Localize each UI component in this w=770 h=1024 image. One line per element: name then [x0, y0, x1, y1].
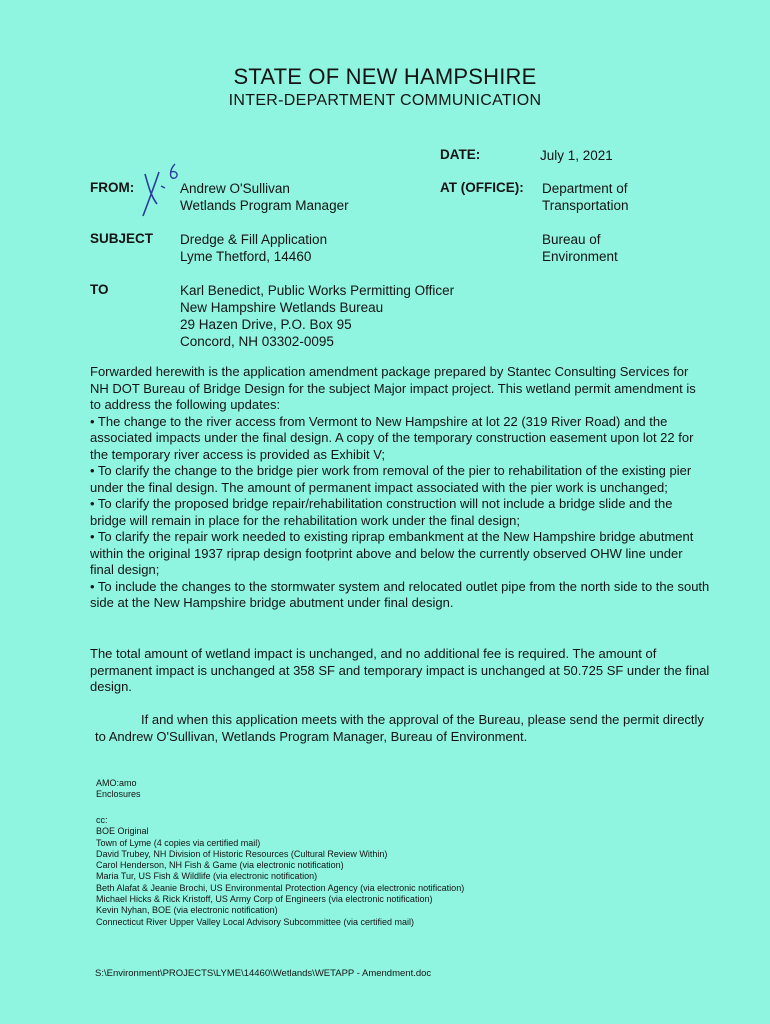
office-line: Department of: [542, 181, 628, 196]
initials-block: [96, 778, 141, 801]
cc-item: Town of Lyme (4 copies via certified mail): [96, 837, 261, 848]
cc-item: Beth Alafat & Jeanie Brochi, US Environmental Protection Agency (via electronic notification): [96, 882, 465, 893]
subject-label: SUBJECT: [90, 231, 154, 246]
office-line: Bureau of: [542, 232, 601, 247]
from-label: FROM:: [90, 180, 135, 195]
subject-block: [180, 231, 327, 265]
to-label: TO: [90, 282, 109, 297]
typist-initials: AMO:amo: [96, 778, 137, 788]
memo-subtitle: INTER-DEPARTMENT COMMUNICATION: [228, 92, 542, 109]
office-line: Environment: [542, 249, 618, 264]
to-line: New Hampshire Wetlands Bureau: [180, 300, 384, 315]
date-label: DATE:: [440, 147, 481, 162]
body-main: [90, 364, 710, 612]
bullet-item: • To clarify the proposed bridge repair/rehabilitation construction will not include a bridge slide and the bridge will remain in place for the rehabilitation work under the final design;: [90, 496, 673, 528]
subject-line: Lyme Thetford, 14460: [180, 249, 312, 264]
from-title: Wetlands Program Manager: [180, 198, 349, 213]
file-path: S:\Environment\PROJECTS\LYME\14460\Wetlands\WETAPP - Amendment.doc: [95, 968, 432, 979]
bullet-item: • To clarify the change to the bridge pier work from removal of the pier to rehabilitation of the existing pier under the final design. The amount of permanent impact associated with the pier work is unchanged;: [90, 463, 692, 495]
cc-list: [96, 815, 464, 928]
to-line: 29 Hazen Drive, P.O. Box 95: [180, 317, 352, 332]
office-line: Transportation: [542, 198, 629, 213]
cc-item: BOE Original: [96, 826, 149, 837]
at-office-block-2: [542, 231, 618, 265]
cc-item: Connecticut River Upper Valley Local Advisory Subcommittee (via certified mail): [96, 916, 414, 927]
at-office-block-1: [542, 180, 629, 214]
cc-item: Carol Henderson, NH Fish & Game (via electronic notification): [96, 860, 344, 871]
bullet-item: • To clarify the repair work needed to existing riprap embankment at the New Hampshire bridge abutment within the original 1937 riprap design footprint above and below the currently observed OHW line under final design;: [90, 529, 694, 577]
from-block: [180, 180, 349, 214]
closing-paragraph: If and when this application meets with the approval of the Bureau, please send the permit directly to Andrew O'Sullivan, Wetlands Program Manager, Bureau of Environment.: [95, 712, 704, 744]
at-office-label: AT (OFFICE):: [440, 180, 524, 195]
to-line: Concord, NH 03302-0095: [180, 334, 334, 349]
to-line: Karl Benedict, Public Works Permitting Officer: [180, 283, 455, 298]
date-value: July 1, 2021: [540, 148, 613, 163]
from-name: Andrew O'Sullivan: [180, 181, 290, 196]
enclosures-note: Enclosures: [96, 789, 141, 800]
impact-paragraph: The total amount of wetland impact is unchanged, and no additional fee is required. The amount of permanent impact is unchanged at 358 SF and temporary impact is unchanged at 50.725 SF under the final design.: [90, 646, 710, 694]
cc-label: cc:: [96, 815, 108, 825]
bullet-item: • The change to the river access from Vermont to New Hampshire at lot 22 (319 River Road) and the associated impacts under the final design. A copy of the temporary construction easement upon lot 22 for the temporary river access is provided as Exhibit V;: [90, 413, 694, 462]
initials-signature: [137, 160, 183, 222]
cc-item: Kevin Nyhan, BOE (via electronic notification): [96, 905, 278, 916]
cc-item: Michael Hicks & Rick Kristoff, US Army Corp of Engineers (via electronic notification): [96, 894, 433, 905]
cc-item: Maria Tur, US Fish & Wildlife (via electronic notification): [96, 871, 318, 882]
subject-line: Dredge & Fill Application: [180, 232, 328, 247]
cc-item: David Trubey, NH Division of Historic Resources (Cultural Review Within): [96, 848, 388, 859]
intro-paragraph: Forwarded herewith is the application amendment package prepared by Stantec Consulting Services for NH DOT Bureau of Bridge Design for the subject Major impact project. This wetland permit amendment is to address the following updates:: [90, 364, 696, 412]
to-block: [180, 282, 454, 350]
state-title: STATE OF NEW HAMPSHIRE: [233, 64, 537, 89]
bullet-item: • To include the changes to the stormwater system and relocated outlet pipe from the north side to the south side at the New Hampshire bridge abutment under final design.: [90, 578, 710, 610]
